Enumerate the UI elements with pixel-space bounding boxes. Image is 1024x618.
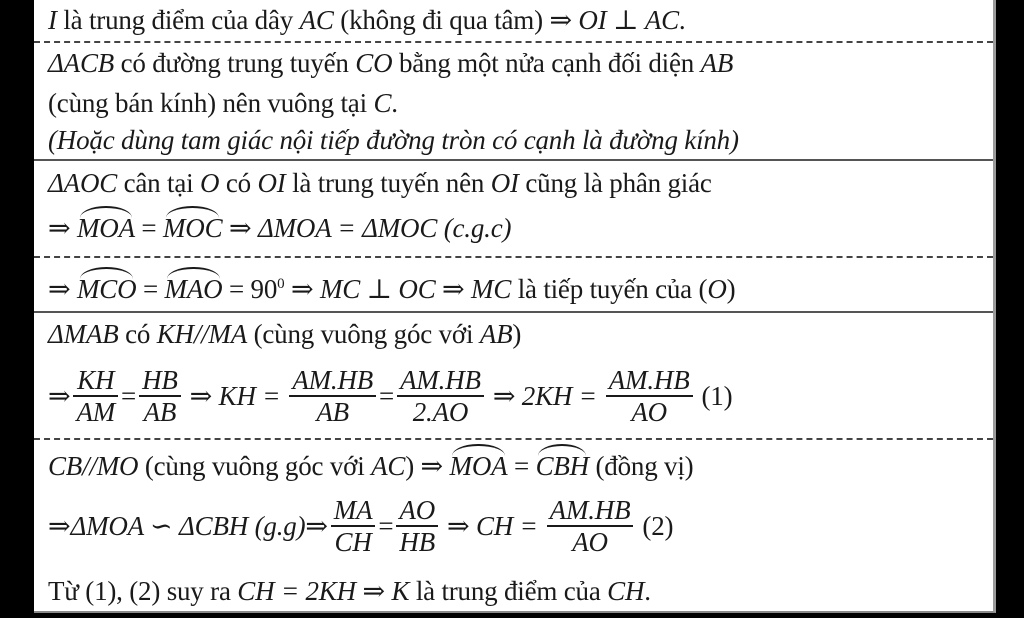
math-var: K <box>391 576 410 606</box>
row5-line2-equation <box>48 360 732 432</box>
solid-divider <box>34 311 993 313</box>
numerator: AM.HB <box>549 495 631 525</box>
text: là trung tuyến nên <box>285 168 491 198</box>
denominator: AO <box>572 527 608 557</box>
angle-mark: MOC <box>163 213 223 243</box>
fraction <box>547 495 634 557</box>
text: = 90 <box>222 274 278 304</box>
equation-label: (2) <box>642 511 674 541</box>
text: ) ⇒ <box>405 451 450 481</box>
text: (cùng bán kính) nên vuông tại <box>48 88 374 118</box>
dashed-divider <box>34 41 993 43</box>
text: ⇒ <box>222 213 258 243</box>
numerator: AM.HB <box>292 365 374 395</box>
math-var: MC ⊥ OC <box>320 274 436 304</box>
text: ) <box>726 274 736 304</box>
text: bằng một nửa cạnh đối diện <box>392 48 701 78</box>
fraction <box>396 495 438 557</box>
text: = <box>507 451 536 481</box>
text: có <box>219 168 258 198</box>
text: cũng là phân giác <box>518 168 712 198</box>
fraction <box>331 495 376 557</box>
row2-line2 <box>48 87 398 119</box>
row5-line1 <box>48 318 521 350</box>
text: có đường trung tuyến <box>114 48 356 78</box>
text: ) <box>512 319 522 349</box>
text: ⇒ <box>355 576 392 606</box>
angle-mark: MOA <box>449 451 508 481</box>
text: ⇒ <box>48 213 77 243</box>
fraction <box>139 365 181 427</box>
math-var: CH <box>607 576 645 606</box>
denominator: AB <box>143 397 177 427</box>
text: = <box>378 511 394 541</box>
fraction <box>606 365 693 427</box>
text: ⇒ <box>305 511 328 541</box>
text: ⇒ CH = <box>447 511 538 541</box>
row6-line2-equation <box>48 490 673 562</box>
row3-line1 <box>48 167 712 199</box>
solid-divider <box>34 159 993 161</box>
fraction <box>397 365 484 427</box>
denominator: CH <box>334 527 372 557</box>
text: ⇒ KH = <box>189 381 281 411</box>
math-var: ΔACB <box>48 48 115 78</box>
text: ⊥ <box>606 5 645 35</box>
text: . <box>678 5 686 35</box>
math-var: OI <box>257 168 286 198</box>
text: = <box>121 381 137 411</box>
math-var: AB <box>479 319 513 349</box>
text: là trung điểm của dây <box>56 5 300 35</box>
numerator: KH <box>77 365 115 395</box>
degree-sup: 0 <box>277 276 285 292</box>
math-var: (c.g.c) <box>443 213 512 243</box>
row6-line3-conclusion <box>48 575 651 607</box>
text: ⇒ <box>435 274 472 304</box>
text: = <box>136 274 165 304</box>
math-var: MC <box>471 274 512 304</box>
text: (cùng vuông góc với <box>247 319 480 349</box>
row2-line3-note <box>48 124 739 156</box>
math-var: OI <box>578 5 607 35</box>
math-var: C <box>373 88 392 118</box>
denominator: HB <box>399 527 436 557</box>
dashed-divider <box>34 438 993 440</box>
angle-mark: MCO <box>76 274 137 304</box>
numerator: MA <box>333 495 373 525</box>
text: ⇒ 2KH = <box>492 381 597 411</box>
denominator: AO <box>631 397 667 427</box>
math-var: OI <box>490 168 519 198</box>
math-var: I <box>48 5 57 35</box>
text: ⇒ <box>284 274 320 304</box>
math-var: O <box>199 168 220 198</box>
text: (không đi qua tâm) ⇒ <box>333 5 579 35</box>
text: cân tại <box>117 168 200 198</box>
text: . <box>644 576 651 606</box>
angle-mark: MAO <box>164 274 223 304</box>
math-var: ΔMAB <box>48 319 119 349</box>
math-var: AC <box>299 5 334 35</box>
math-var: ΔAOC <box>48 168 118 198</box>
text: = <box>134 213 164 243</box>
text: là tiếp tuyến của ( <box>511 274 708 304</box>
numerator: AO <box>399 495 436 525</box>
text: (cùng vuông góc với <box>138 451 372 481</box>
text: . <box>391 88 398 118</box>
text: = <box>379 381 395 411</box>
math-var: KH//MA <box>156 319 248 349</box>
row6-line1 <box>48 450 693 482</box>
row4-line1 <box>48 268 735 305</box>
row2-line1 <box>48 47 733 79</box>
numerator: AM.HB <box>608 365 690 395</box>
math-var: ΔMOA = ΔMOC <box>257 213 438 243</box>
math-var: (g.g) <box>254 511 306 541</box>
text: (đồng vị) <box>588 451 694 481</box>
equation-label: (1) <box>701 381 733 411</box>
math-var: CB//MO <box>48 451 139 481</box>
math-var: CO <box>355 48 393 78</box>
angle-mark: MOA <box>76 213 135 243</box>
text: có <box>118 319 157 349</box>
math-var: AB <box>700 48 734 78</box>
fraction <box>289 365 376 427</box>
text: ⇒ <box>48 381 71 411</box>
fraction <box>73 365 118 427</box>
text: (Hoặc dùng tam giác nội tiếp đường tròn có cạnh là đường kính) <box>48 125 739 155</box>
numerator: HB <box>142 365 178 395</box>
numerator: AM.HB <box>400 365 481 395</box>
dashed-divider <box>34 256 993 258</box>
text: là trung điểm của <box>409 576 608 606</box>
text: ⇒ <box>48 511 71 541</box>
denominator: AB <box>316 397 349 427</box>
solution-document <box>34 0 996 613</box>
math-var: O <box>707 274 727 304</box>
denominator: 2.AO <box>412 397 469 427</box>
math-var: CH = 2KH <box>237 576 356 606</box>
row3-line2 <box>48 212 511 244</box>
math-var: AC <box>644 5 679 35</box>
math-var: ΔMOA ∽ ΔCBH <box>70 511 249 541</box>
angle-mark: CBH <box>535 451 589 481</box>
text: ⇒ <box>48 274 77 304</box>
denominator: AM <box>76 397 116 427</box>
row1-line1 <box>48 4 685 36</box>
text: Từ (1), (2) suy ra <box>48 576 238 606</box>
math-var: AC <box>371 451 406 481</box>
